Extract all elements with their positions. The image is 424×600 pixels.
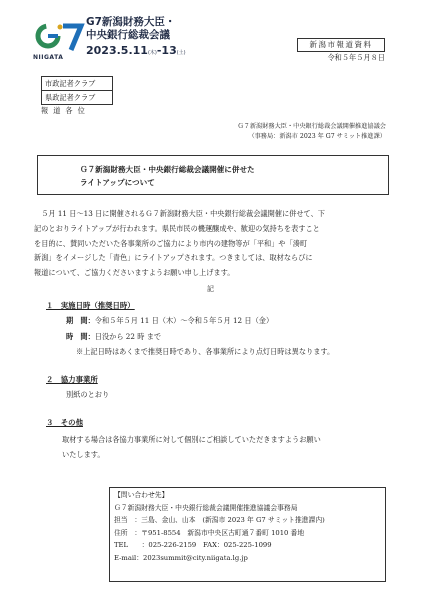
title-line1: Ｇ７新潟財務大臣・中央銀行総裁会議開催に併せた xyxy=(80,165,255,174)
addressee-line: 報道各位 xyxy=(41,106,90,115)
logo-city: NIIGATA xyxy=(33,54,64,61)
section-3-text-line2: いたします。 xyxy=(62,450,105,459)
section-1-note: ※上記日時はあくまで推奨日時であり、各事業所により点灯日時は異なります。 xyxy=(76,347,335,356)
section-1-title: １ 実施日時（推奨日時） xyxy=(46,301,135,310)
document-title xyxy=(80,163,255,189)
time-value: 日没から 22 時 まで xyxy=(94,332,162,341)
section-1-time xyxy=(66,332,161,342)
issuer xyxy=(180,122,386,142)
contact-tel: TEL ：025-226-2159 FAX：025-225-1099 xyxy=(114,541,272,549)
logo-date-main: 2023.5.11 xyxy=(86,44,148,57)
contact-info xyxy=(114,489,325,564)
logo-date-sep: -13 xyxy=(156,44,177,57)
body-line: 記のとおりライトアップが行われます。県民市民の機運醸成や、歓迎の気持ちを表すこと xyxy=(34,223,320,233)
section-1-period xyxy=(66,316,273,326)
period-label: 期 間： xyxy=(66,316,95,325)
period-value: 令和５年５月 11 日（木）～令和５年５月 12 日（金） xyxy=(94,316,274,325)
contact-org: Ｇ７新潟財務大臣・中央銀行総裁会議開催推進協議会事務局 xyxy=(114,503,298,512)
body-line: を目的に、賛同いただいた各事業所のご協力により市内の建物等が「平和」や「湊町 xyxy=(34,238,308,248)
logo-title xyxy=(86,16,175,42)
section-2-text: 別紙のとおり xyxy=(66,390,110,399)
section-3-text-line1: 取材する場合は各協力事業所に対して個別にご相談していただきますようお願い xyxy=(62,435,321,444)
contact-email[interactable]: E-mail：2023summit@city.niigata.lg.jp xyxy=(114,553,248,562)
body-line: 新潟」をイメージした「青色」にライトアップされます。つきましては、取材ならびに xyxy=(34,253,313,263)
logo-date xyxy=(86,44,186,59)
section-3-title: ３ その他 xyxy=(46,418,83,427)
body-paragraph xyxy=(34,207,389,281)
issuer-line2: （事務局：新潟市 2023 年 G7 サミット推進課） xyxy=(248,133,386,140)
addressee-item: 県政記者クラブ xyxy=(42,90,112,104)
title-line2: ライトアップについて xyxy=(80,178,155,187)
logo-title-line1: G7新潟財務大臣・ xyxy=(86,16,176,28)
ki-marker: 記 xyxy=(207,285,214,293)
time-label: 時 間： xyxy=(66,332,95,341)
contact-address: 住所 ：〒951-8554 新潟市中央区古町通７番町 1010 番地 xyxy=(114,528,305,537)
press-release-label: 新潟市報道資料 xyxy=(297,38,385,52)
issuer-line1: Ｇ７新潟財務大臣・中央銀行総裁会議開催推進協議会 xyxy=(237,123,386,130)
contact-heading: 【問い合わせ先】 xyxy=(114,491,169,499)
body-line: 報道について、ご協力くださいますようお願い申し上げます。 xyxy=(34,268,235,278)
section-2-title: ２ 協力事業所 xyxy=(46,375,98,384)
logo-title-line2: 中央銀行総裁会議 xyxy=(86,29,170,41)
logo-date-day1: (木) xyxy=(147,50,157,56)
addressee-box xyxy=(41,76,113,105)
logo-date-day2: (土) xyxy=(176,50,186,56)
addressee-item: 市政記者クラブ xyxy=(45,79,96,88)
contact-person: 担当 ：三島、金山、山本 (新潟市 2023 年 G7 サミット推進課内) xyxy=(114,516,325,524)
body-line: ５月 11 日～13 日に開催されるＧ７新潟財務大臣・中央銀行総裁会議開催に併せて、下 xyxy=(34,209,325,218)
press-date: 令和５年５月８日 xyxy=(327,53,385,62)
